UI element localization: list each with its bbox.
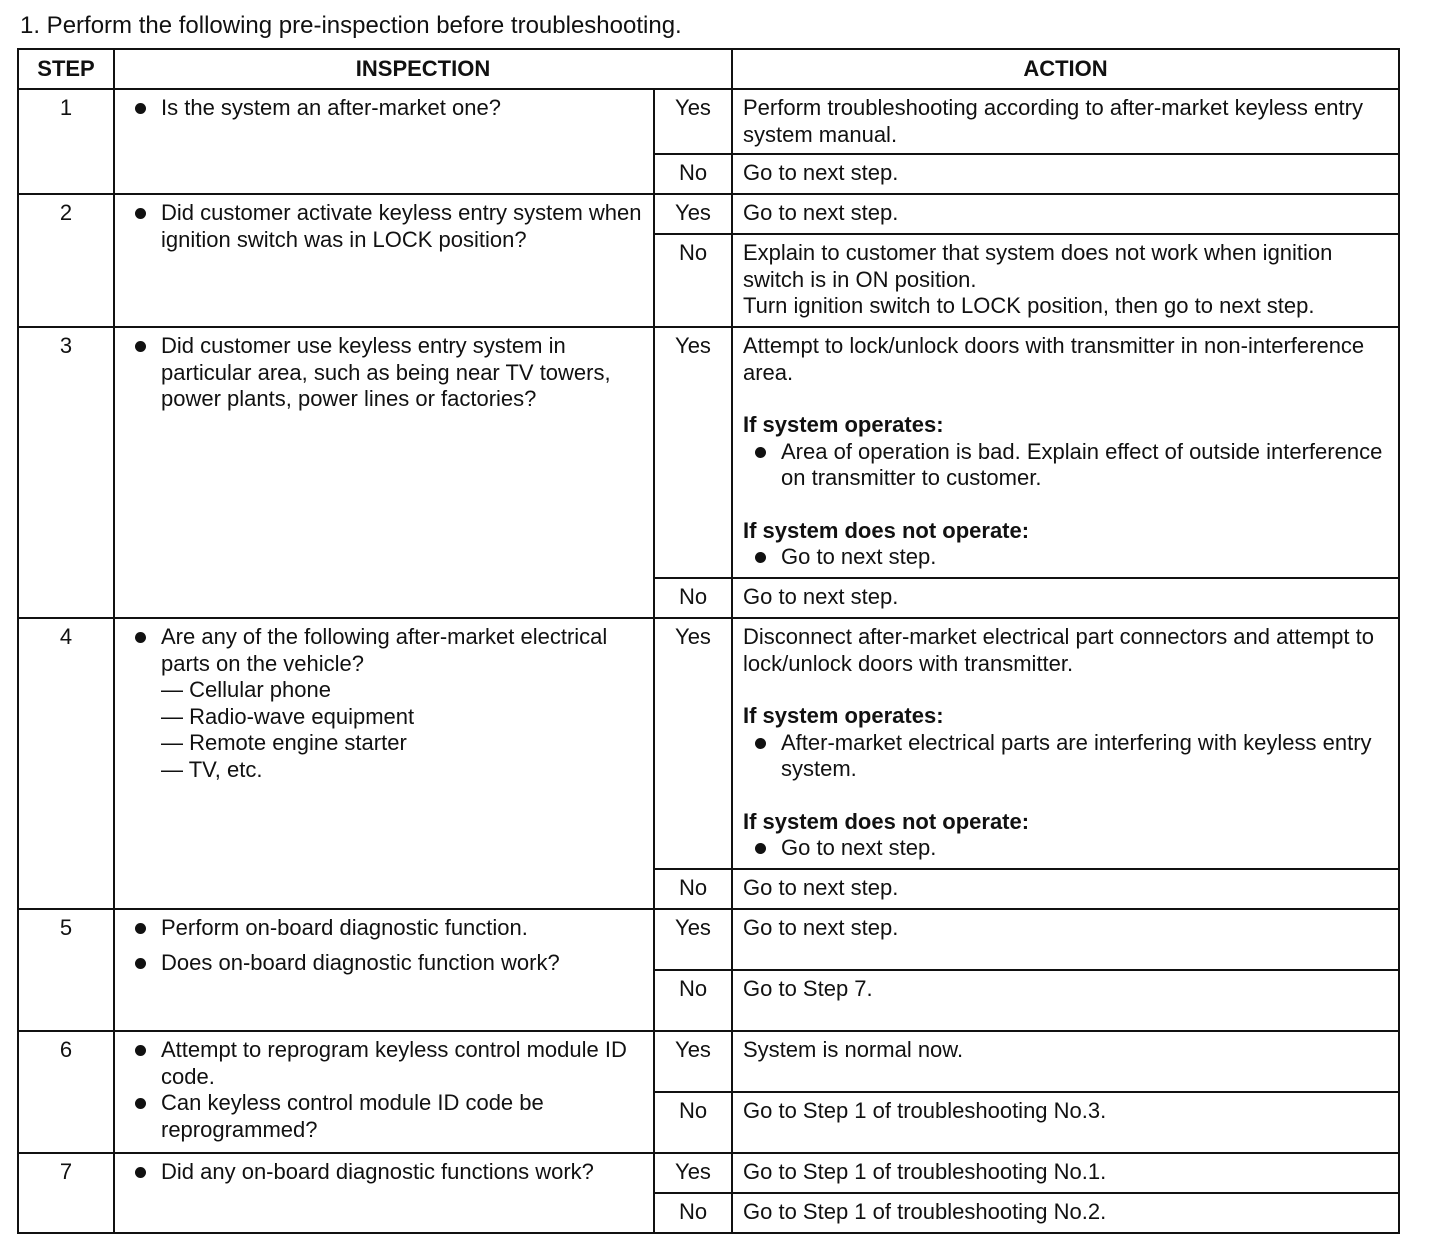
if-not-operate-item: Go to next step. (743, 835, 1390, 862)
step-5-yes-row (18, 909, 1399, 970)
answer-no: No (654, 1193, 732, 1233)
action-cell (732, 154, 1399, 194)
answer-yes: Yes (654, 909, 732, 970)
inspection-cell (114, 89, 654, 194)
step-3-yes-row (18, 327, 1399, 578)
action-text: Go to Step 1 of troubleshooting No.3. (743, 1098, 1107, 1123)
inspection-item: Is the system an after-market one? (133, 95, 643, 122)
if-operates-item: Area of operation is bad. Explain effect of outside interference on transmitter to customer. (743, 439, 1390, 492)
inspection-item: Does on-board diagnostic function work? (133, 950, 643, 977)
header-step: STEP (18, 49, 114, 89)
if-not-operate-label: If system does not operate: (743, 808, 1030, 834)
step-6-yes-row (18, 1031, 1399, 1092)
inspection-item: Did any on-board diagnostic functions work? (133, 1159, 643, 1186)
inspection-cell (114, 618, 654, 909)
step-7-yes-row (18, 1153, 1399, 1193)
answer-no: No (654, 234, 732, 327)
action-cell (732, 1092, 1399, 1153)
inspection-subitem: — Remote engine starter (161, 730, 407, 755)
step-number: 6 (18, 1031, 114, 1153)
action-cell (732, 1193, 1399, 1233)
step-4-yes-row (18, 618, 1399, 869)
answer-no: No (654, 970, 732, 1031)
step-number: 3 (18, 327, 114, 618)
action-cell (732, 618, 1399, 869)
action-text: Go to Step 1 of troubleshooting No.2. (743, 1199, 1107, 1224)
action-cell (732, 327, 1399, 578)
action-cell (732, 970, 1399, 1031)
action-intro: Attempt to lock/unlock doors with transmitter in non-interference area. (743, 333, 1365, 385)
action-cell (732, 194, 1399, 234)
header-inspection: INSPECTION (114, 49, 732, 89)
if-not-operate-label: If system does not operate: (743, 517, 1030, 543)
action-text: Go to next step. (743, 584, 899, 609)
action-cell (732, 1153, 1399, 1193)
inspection-item: Attempt to reprogram keyless control module ID code. (133, 1037, 643, 1090)
action-cell (732, 869, 1399, 909)
inspection-cell (114, 327, 654, 618)
step-number: 1 (18, 89, 114, 194)
answer-no: No (654, 869, 732, 909)
inspection-cell (114, 194, 654, 327)
action-cell (732, 909, 1399, 970)
action-text: Go to next step. (743, 875, 899, 900)
answer-no: No (654, 1092, 732, 1153)
header-row (18, 49, 1399, 89)
page-heading: 1. Perform the following pre-inspection before troubleshooting. (20, 12, 682, 39)
answer-yes: Yes (654, 618, 732, 869)
action-text: System is normal now. (743, 1037, 964, 1062)
header-action: ACTION (732, 49, 1399, 89)
inspection-subitem: — TV, etc. (161, 756, 263, 782)
action-text: Go to next step. (743, 200, 899, 225)
inspection-item: Are any of the following after-market electrical parts on the vehicle? (133, 624, 643, 677)
action-cell (732, 234, 1399, 327)
if-operates-label: If system operates: (743, 412, 944, 437)
action-intro: Disconnect after-market electrical part connectors and attempt to lock/unlock doors with transmitter. (743, 624, 1374, 676)
action-cell (732, 1031, 1399, 1092)
answer-no: No (654, 154, 732, 194)
inspection-subitem: — Cellular phone (161, 677, 331, 702)
step-2-yes-row (18, 194, 1399, 234)
answer-yes: Yes (654, 194, 732, 234)
if-operates-item: After-market electrical parts are interfering with keyless entry system. (743, 730, 1390, 783)
inspection-cell (114, 1031, 654, 1153)
answer-yes: Yes (654, 327, 732, 578)
step-number: 2 (18, 194, 114, 327)
action-text: Go to Step 7. (743, 976, 873, 1001)
inspection-cell (114, 1153, 654, 1233)
action-text: Turn ignition switch to LOCK position, then go to next step. (743, 293, 1315, 318)
action-text: Go to next step. (743, 915, 899, 940)
action-text: Perform troubleshooting according to after-market keyless entry system manual. (743, 95, 1363, 147)
answer-yes: Yes (654, 89, 732, 154)
pre-inspection-table (17, 48, 1400, 1234)
step-number: 5 (18, 909, 114, 1031)
action-cell (732, 89, 1399, 154)
step-number: 4 (18, 618, 114, 909)
inspection-subitem: — Radio-wave equipment (161, 703, 415, 729)
if-operates-label: If system operates: (743, 703, 944, 728)
action-text: Go to next step. (743, 160, 899, 185)
answer-yes: Yes (654, 1153, 732, 1193)
inspection-item: Can keyless control module ID code be reprogrammed? (133, 1090, 643, 1143)
if-not-operate-item: Go to next step. (743, 544, 1390, 571)
inspection-cell (114, 909, 654, 1031)
inspection-item: Did customer activate keyless entry system when ignition switch was in LOCK position? (133, 200, 643, 253)
action-text: Explain to customer that system does not work when ignition switch is in ON position. (743, 240, 1333, 292)
step-1-yes-row (18, 89, 1399, 154)
action-text: Go to Step 1 of troubleshooting No.1. (743, 1159, 1107, 1184)
answer-yes: Yes (654, 1031, 732, 1092)
step-number: 7 (18, 1153, 114, 1233)
inspection-item: Did customer use keyless entry system in particular area, such as being near TV towers, power plants, power lines or factories? (133, 333, 643, 413)
inspection-item: Perform on-board diagnostic function. (133, 915, 643, 942)
answer-no: No (654, 578, 732, 618)
action-cell (732, 578, 1399, 618)
